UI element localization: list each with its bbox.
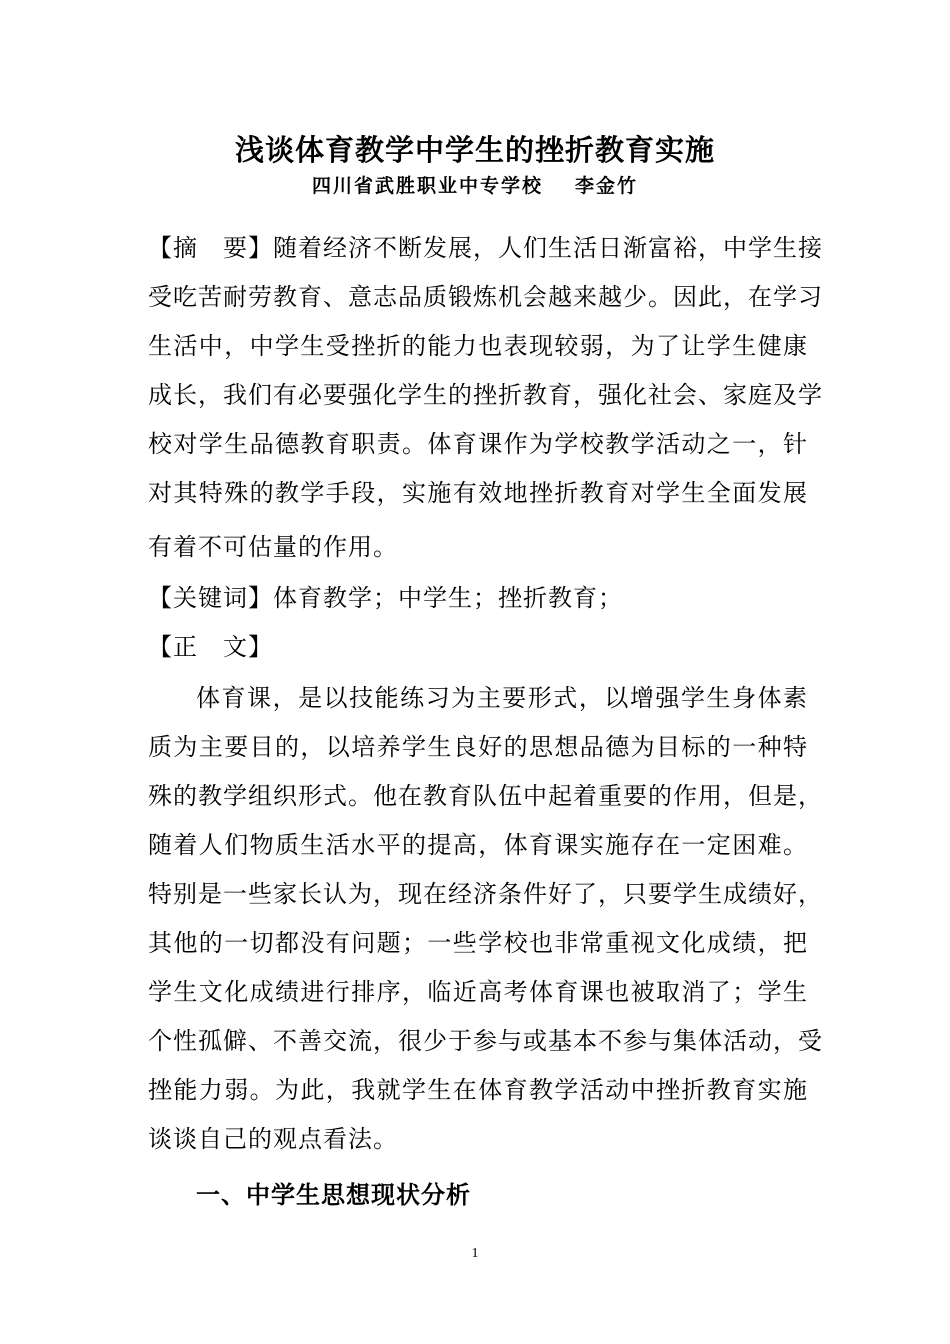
body-line: 谈谈自己的观点看法。 xyxy=(148,1125,398,1153)
body-line: 挫能力弱。为此，我就学生在体育教学活动中挫折教育实施 xyxy=(148,1076,808,1104)
body-line: 个性孤僻、不善交流，很少于参与或基本不参与集体活动，受 xyxy=(148,1027,823,1055)
body-line: 质为主要目的，以培养学生良好的思想品德为目标的一种特 xyxy=(148,733,808,761)
abstract-line: 生活中，中学生受挫折的能力也表现较弱，为了让学生健康 xyxy=(148,332,808,360)
body-line: 学生文化成绩进行排序，临近高考体育课也被取消了；学生 xyxy=(148,978,808,1006)
document-title: 浅谈体育教学中学生的挫折教育实施 xyxy=(234,133,715,167)
abstract-line: 受吃苦耐劳教育、意志品质锻炼机会越来越少。因此，在学习 xyxy=(148,283,823,311)
school-name: 四川省武胜职业中专学校 xyxy=(311,175,543,197)
abstract-line: 有着不可估量的作用。 xyxy=(148,533,398,561)
body-line: 殊的教学组织形式。他在教育队伍中起着重要的作用，但是， xyxy=(148,782,823,810)
byline xyxy=(0,170,950,202)
body-label: 【正 文】 xyxy=(148,633,273,661)
body-line: 体育课，是以技能练习为主要形式，以增强学生身体素 xyxy=(196,684,808,712)
section-heading: 一、中学生思想现状分析 xyxy=(196,1181,471,1209)
body-line: 其他的一切都没有问题；一些学校也非常重视文化成绩，把 xyxy=(148,929,808,957)
author-name: 李金竹 xyxy=(575,175,639,197)
body-line: 随着人们物质生活水平的提高，体育课实施存在一定困难。 xyxy=(148,831,808,859)
abstract-line: 校对学生品德教育职责。体育课作为学校教学活动之一，针 xyxy=(148,430,808,458)
page-number: 1 xyxy=(471,1246,479,1261)
abstract-line: 成长，我们有必要强化学生的挫折教育，强化社会、家庭及学 xyxy=(148,381,823,409)
abstract-line: 【摘 要】随着经济不断发展，人们生活日渐富裕，中学生接 xyxy=(148,234,823,262)
abstract-line: 对其特殊的教学手段，实施有效地挫折教育对学生全面发展 xyxy=(148,479,808,507)
keywords-line: 【关键词】体育教学；中学生；挫折教育； xyxy=(148,584,623,612)
body-line: 特别是一些家长认为，现在经济条件好了，只要学生成绩好， xyxy=(148,880,823,908)
